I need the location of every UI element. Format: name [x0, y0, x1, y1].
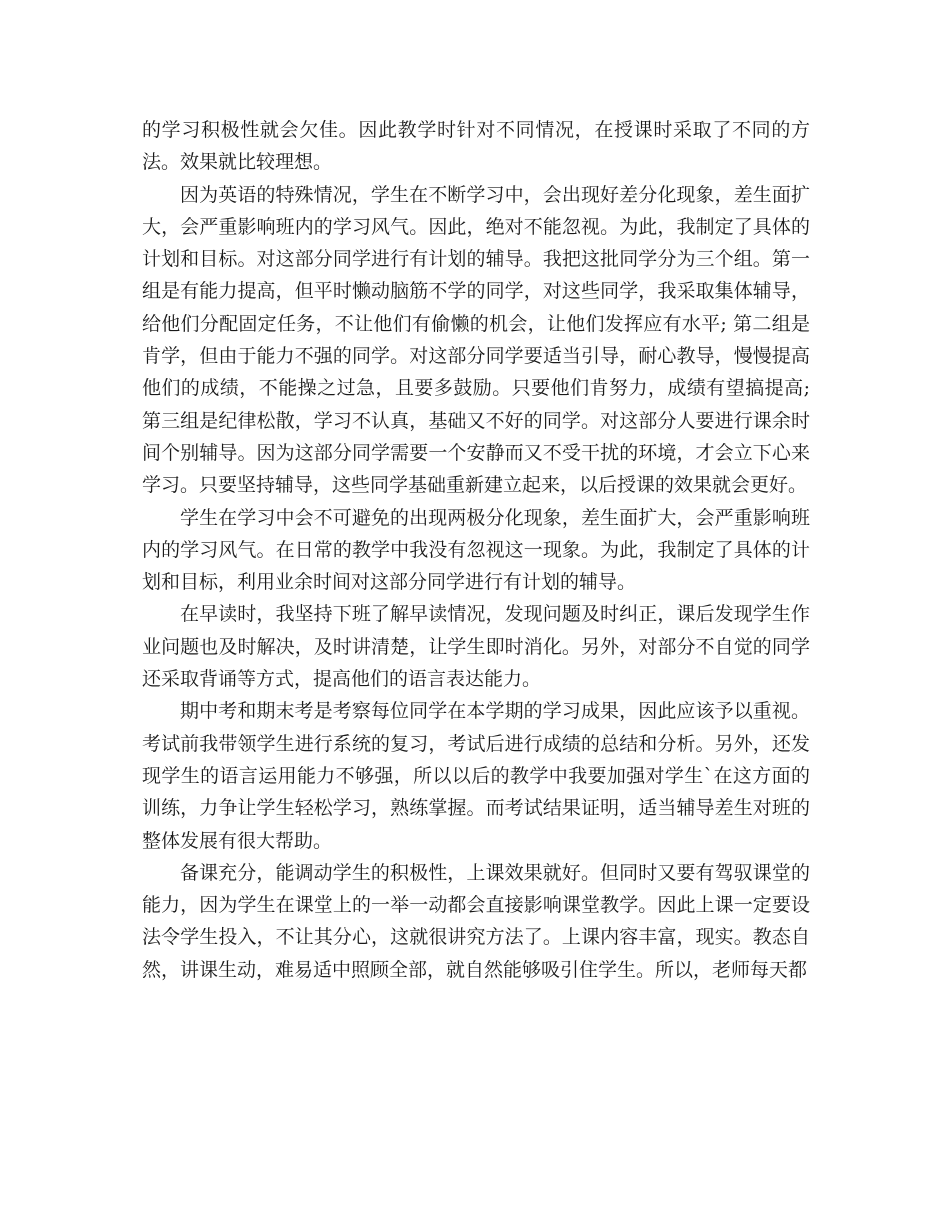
paragraph-5: 期中考和期末考是考察每位同学在本学期的学习成果，因此应该予以重视。考试前我带领学生进行系统的复习，考试后进行成绩的总结和分析。另外，还发现学生的语言运用能力不够强，所以以后的教学中我要加强对学生`在这方面的训练，力争让学生轻松学习，熟练掌握。而考试结果证明，适当辅导差生对班的整体发展有很大帮助。	[142, 700, 810, 852]
paragraph-2: 因为英语的特殊情况，学生在不断学习中，会出现好差分化现象，差生面扩大，会严重影响班内的学习风气。因此，绝对不能忽视。为此，我制定了具体的计划和目标。对这部分同学进行有计划的辅导。我把这批同学分为三个组。第一组是有能力提高，但平时懒动脑筋不学的同学，对这些同学，我采取集体辅导，给他们分配固定任务，不让他们有偷懒的机会，让他们发挥应有水平; 第二组是肯学，但由于能力不强的同学。对这部分同学要适当引导，耐心教导，慢慢提高他们的成绩，不能操之过急，且要多鼓励。只要他们肯努力，成绩有望搞提高;第三组是纪律松散，学习不认真，基础又不好的同学。对这部分人要进行课余时间个别辅导。因为这部分同学需要一个安静而又不受干扰的环境，才会立下心来学习。只要坚持辅导，这些同学基础重新建立起来，以后授课的效果就会更好。	[142, 183, 810, 497]
paragraph-1: 的学习积极性就会欠佳。因此教学时针对不同情况，在授课时采取了不同的方法。效果就比较理想。	[142, 119, 810, 174]
paragraph-6: 备课充分，能调动学生的积极性，上课效果就好。但同时又要有驾驭课堂的能力，因为学生在课堂上的一举一动都会直接影响课堂教学。因此上课一定要设法令学生投入，不让其分心，这就很讲究方法了。上课内容丰富，现实。教态自然，讲课生动，难易适中照顾全部，就自然能够吸引住学生。所以，老师每天都	[142, 861, 810, 981]
paragraph-4: 在早读时，我坚持下班了解早读情况，发现问题及时纠正，课后发现学生作业问题也及时解决，及时讲清楚，让学生即时消化。另外，对部分不自觉的同学还采取背诵等方式，提高他们的语言表达能力。	[142, 603, 810, 691]
paragraph-3: 学生在学习中会不可避免的出现两极分化现象，差生面扩大，会严重影响班内的学习风气。在日常的教学中我没有忽视这一现象。为此，我制定了具体的计划和目标，利用业余时间对这部分同学进行有计划的辅导。	[142, 506, 810, 594]
document-body	[142, 114, 810, 986]
